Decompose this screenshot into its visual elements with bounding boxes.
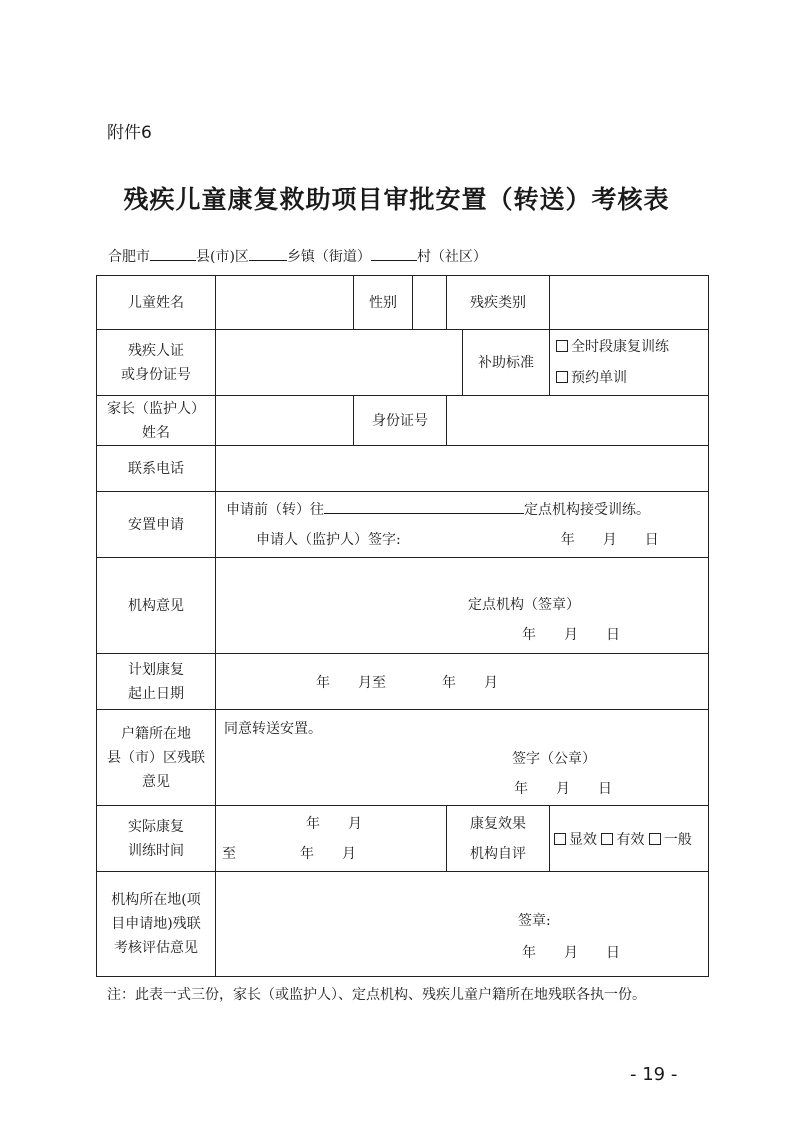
placement-application-label: 安置申请 — [97, 492, 216, 558]
effect-self-eval-label — [447, 806, 550, 872]
sign-official-seal: 签字（公章） — [512, 751, 596, 767]
phone-cell[interactable] — [216, 446, 709, 492]
table-row — [97, 492, 709, 558]
disability-type-label: 残疾类别 — [447, 276, 550, 330]
plan-dates-cell[interactable] — [216, 654, 709, 710]
subsidy-standard-label: 补助标准 — [463, 330, 550, 396]
placement-application-cell — [216, 492, 709, 558]
actual-to-line: 至 年 月 — [222, 845, 356, 862]
document-title: 残疾儿童康复救助项目审批安置（转送）考核表 — [123, 185, 670, 214]
id-label-line1: 残疾人证 — [128, 342, 184, 359]
page-number: - 19 - — [630, 1064, 678, 1085]
attachment-label: 附件6 — [107, 123, 152, 143]
effect-label-line1: 康复效果 — [470, 815, 526, 832]
id-label-line2: 或身份证号 — [121, 366, 191, 383]
table-row — [97, 872, 709, 977]
actual-label-line1: 实际康复 — [128, 818, 184, 835]
option-appointment[interactable]: 预约单训 — [556, 363, 702, 394]
address-line — [108, 246, 487, 266]
effect-label-line2: 机构自评 — [470, 845, 526, 862]
option-fulltime[interactable]: 全时段康复训练 — [556, 332, 702, 363]
institution-date: 年 月 日 — [522, 626, 620, 643]
table-row — [97, 276, 709, 330]
guardian-name-label — [97, 396, 216, 446]
town-label: 乡镇（街道） — [286, 249, 371, 265]
household-label-line3: 意见 — [142, 773, 170, 790]
town-blank[interactable] — [249, 248, 287, 261]
subsidy-options — [550, 330, 709, 396]
plan-range: 年 月至 年 月 — [316, 674, 498, 691]
child-name-label: 儿童姓名 — [97, 276, 216, 330]
guardian-label-line1: 家长（监护人） — [107, 400, 205, 417]
village-blank[interactable] — [371, 248, 417, 261]
footnote: 注：此表一式三份，家长（或监护人）、定点机构、残疾儿童户籍所在地残联各执一份。 — [107, 987, 646, 1003]
household-date: 年 月 日 — [514, 781, 612, 797]
actual-label-line2: 训练时间 — [128, 842, 184, 859]
plan-dates-label — [97, 654, 216, 710]
agree-transfer: 同意转送安置。 — [224, 721, 322, 737]
guardian-id-cell[interactable] — [447, 396, 709, 446]
local-label-line1: 机构所在地(项 — [111, 892, 201, 908]
plan-label-line1: 计划康复 — [128, 661, 184, 678]
id-label — [97, 330, 216, 396]
apply-line: 申请前（转）往 定点机构接受训练。 — [222, 495, 702, 525]
id-number-label: 身份证号 — [354, 396, 447, 446]
table-row — [97, 806, 709, 872]
designated-seal: 定点机构（签章） — [468, 596, 580, 613]
household-label-line2: 县（市）区残联 — [107, 749, 205, 766]
effect-options — [550, 806, 709, 872]
checkbox-icon[interactable] — [556, 371, 568, 383]
household-opinion-cell[interactable] — [216, 710, 709, 806]
household-opinion-label — [97, 710, 216, 806]
table-row — [97, 330, 709, 396]
checkbox-icon[interactable] — [554, 833, 566, 845]
table-row — [97, 710, 709, 806]
local-label-line3: 考核评估意见 — [114, 940, 198, 956]
applicant-sign-label: 申请人（监护人）签字: — [256, 531, 401, 548]
household-label-line1: 户籍所在地 — [121, 725, 191, 742]
gender-label: 性别 — [354, 276, 413, 330]
guardian-name-cell[interactable] — [216, 396, 354, 446]
phone-label: 联系电话 — [97, 446, 216, 492]
actual-training-label — [97, 806, 216, 872]
local-label-line2: 目申请地)残联 — [111, 916, 201, 932]
actual-from: 年 月 — [306, 815, 362, 832]
checkbox-icon[interactable] — [649, 833, 661, 845]
city-label: 合肥市 — [108, 249, 150, 265]
guardian-label-line2: 姓名 — [142, 424, 170, 441]
approval-form-table — [96, 275, 709, 977]
institution-blank[interactable] — [324, 499, 524, 514]
table-row — [97, 396, 709, 446]
effect-option-effective[interactable]: 有效 — [601, 832, 644, 848]
table-row — [97, 446, 709, 492]
applicant-date: 年 月 日 — [560, 531, 659, 548]
disability-type-cell[interactable] — [550, 276, 709, 330]
county-label: 县(市)区 — [196, 249, 249, 265]
institution-opinion-cell[interactable] — [216, 558, 709, 654]
village-label: 村（社区） — [416, 249, 487, 265]
actual-training-cell[interactable] — [216, 806, 447, 872]
local-evaluation-label — [97, 872, 216, 977]
table-row — [97, 558, 709, 654]
applicant-sign-line — [222, 525, 702, 555]
effect-option-marked[interactable]: 显效 — [554, 832, 597, 848]
local-evaluation-cell[interactable] — [216, 872, 709, 977]
checkbox-icon[interactable] — [601, 833, 613, 845]
plan-label-line2: 起止日期 — [128, 685, 184, 702]
child-name-cell[interactable] — [216, 276, 354, 330]
effect-option-general[interactable]: 一般 — [649, 832, 692, 848]
checkbox-icon[interactable] — [556, 340, 568, 352]
county-blank[interactable] — [150, 248, 196, 261]
id-number-cell[interactable] — [216, 330, 463, 396]
seal-label: 签章: — [518, 913, 551, 929]
institution-opinion-label: 机构意见 — [97, 558, 216, 654]
table-row — [97, 654, 709, 710]
gender-cell[interactable] — [413, 276, 447, 330]
local-date: 年 月 日 — [522, 945, 620, 961]
